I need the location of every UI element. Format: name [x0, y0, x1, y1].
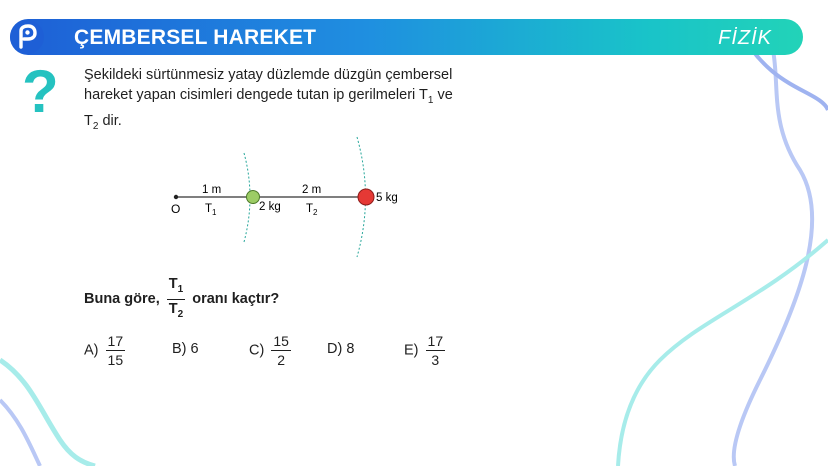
question-prompt: Buna göre, $\frac{T_1}{T_2}$ oranı kaçtır?	[84, 275, 279, 324]
question-line-1: Şekildeki sürtünmesiz yatay düzlemde düzgün çembersel	[84, 67, 453, 83]
publisher-logo-icon	[10, 20, 44, 54]
choice-b[interactable]: B) 6	[172, 341, 199, 357]
choice-e[interactable]: E) $\frac{17}{3}$	[404, 333, 444, 368]
mass-5kg-ball	[358, 189, 374, 205]
origin-point	[174, 195, 178, 199]
tension-ratio-fraction: $\frac{T_1}{T_2}$	[168, 276, 184, 320]
subject-label: FİZİK	[718, 27, 772, 49]
question-mark-icon: ?	[22, 58, 59, 125]
question-line-3: $T_2$ dir.	[84, 112, 122, 132]
choice-c[interactable]: C) $\frac{15}{2}$	[249, 333, 289, 368]
segment2-tension: $T_2$	[306, 203, 318, 217]
choice-d[interactable]: D) 8	[327, 341, 355, 357]
question-line-2: hareket yapan cisimleri dengede tutan ip gerilmeleri $T_1$ ve	[84, 87, 453, 106]
question-text	[84, 65, 504, 137]
segment1-length: 1 m	[202, 184, 222, 196]
origin-label: O	[171, 202, 181, 216]
circular-motion-diagram	[160, 135, 420, 265]
segment2-length: 2 m	[302, 184, 322, 196]
segment1-tension: $T_1$	[205, 203, 217, 217]
mass2-label: 5 kg	[376, 192, 398, 204]
mass-2kg-ball	[247, 191, 260, 204]
mass1-label: 2 kg	[259, 201, 281, 213]
choice-a[interactable]: A) $\frac{17}{15}$	[84, 333, 124, 368]
page-title: ÇEMBERSEL HAREKET	[74, 26, 317, 49]
